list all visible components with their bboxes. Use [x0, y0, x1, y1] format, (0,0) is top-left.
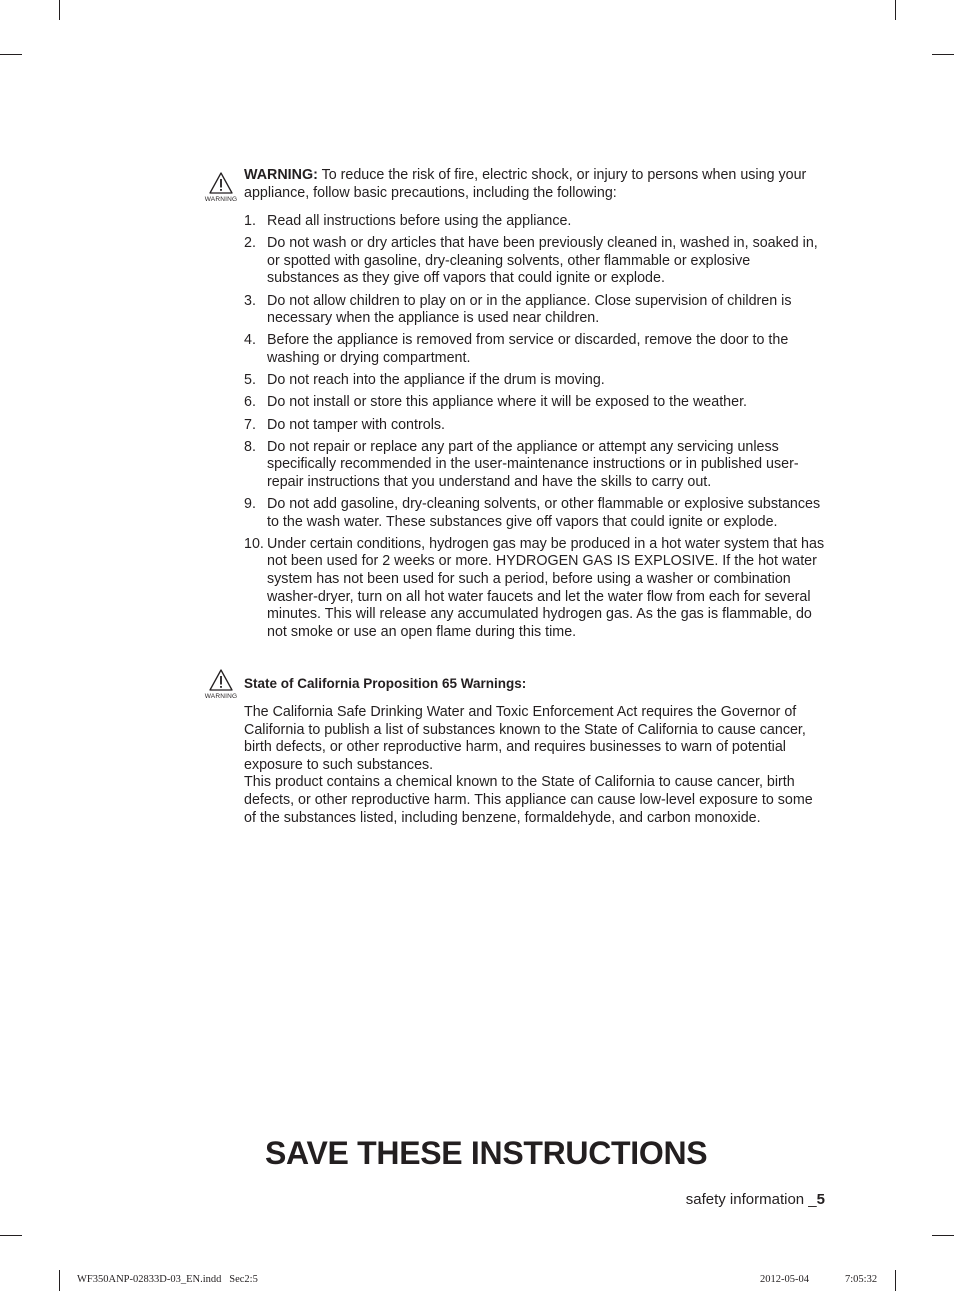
warning-icon — [201, 172, 241, 206]
crop-mark — [932, 1235, 954, 1236]
item-text: Do not add gasoline, dry-cleaning solvents, or other flammable or explosive substances to the wash water. These substances give off vapors that could ignite or explode. — [267, 496, 821, 530]
item-number: 1. — [244, 213, 256, 229]
list-item — [244, 394, 826, 412]
item-number: 3. — [244, 292, 256, 309]
crop-mark — [895, 1270, 896, 1291]
item-text: Do not install or store this appliance where it will be exposed to the weather. — [267, 394, 748, 411]
item-number: 2. — [244, 235, 256, 252]
item-text: Do not tamper with controls. — [267, 416, 445, 433]
list-item — [244, 496, 826, 531]
item-text: Do not wash or dry articles that have been previously cleaned in, washed in, soaked in, or spotted with gasoline, dry-cleaning solvents, other flammable or explosive substances as they give off vapors that could ignite or explode. — [267, 235, 818, 287]
item-number: 10. — [244, 535, 264, 552]
item-text: Read all instructions before using the appliance. — [267, 213, 572, 229]
crop-mark — [59, 0, 60, 20]
warning-text: To reduce the risk of fire, electric shock, or injury to persons when using your appliance, follow basic precautions, including the following: — [244, 167, 807, 201]
prop65-paragraph: This product contains a chemical known to the State of California to cause cancer, birth defects, or other reproductive harm. This appliance can cause low-level exposure to some of the substances listed, including benzene, formaldehyde, and carbon monoxide. — [244, 774, 813, 826]
item-number: 5. — [244, 372, 256, 389]
footer-section: safety information _ — [685, 1191, 817, 1208]
prop65-title: State of California Proposition 65 Warnings: — [244, 676, 527, 691]
crop-mark — [59, 1270, 60, 1291]
crop-mark — [932, 54, 954, 55]
item-number: 7. — [244, 416, 256, 433]
item-number: 9. — [244, 496, 256, 513]
item-number: 4. — [244, 332, 256, 349]
prop65-paragraph: The California Safe Drinking Water and Toxic Enforcement Act requires the Governor of California to publish a list of substances known to the State of California to cause cancer, birth defects, or other reproductive harm, and requires businesses to warn of potential exposure to such substances. — [244, 704, 806, 773]
save-instructions-heading: SAVE THESE INSTRUCTIONS — [265, 1135, 708, 1171]
warning-intro — [244, 167, 824, 202]
item-text: Do not repair or replace any part of the appliance or attempt any servicing unless specifically recommended in the user-maintenance instructions or in published user-repair instructions that you understand and have the skills to carry out. — [267, 438, 799, 490]
prop65-body — [244, 704, 826, 827]
list-item — [244, 439, 826, 492]
list-item — [244, 293, 826, 328]
slug-date: 2012-05-04 — [760, 1274, 809, 1285]
list-item — [244, 536, 826, 642]
item-text: Under certain conditions, hydrogen gas may be produced in a hot water system that has not been used for 2 weeks or more. HYDROGEN GAS IS EXPLOSIVE. If the hot water system has not been used for such a period, before using a washer or combination washer-dryer, turn on all hot water faucets and let the water flow from each for several minutes. This will release any accumulated hydrogen gas. As the gas is flammable, do not smoke or use an open flame during this time. — [267, 535, 825, 640]
item-text: Before the appliance is removed from service or discarded, remove the door to the washing or drying compartment. — [267, 332, 789, 366]
list-item — [244, 213, 826, 231]
warning-lead: WARNING: — [244, 167, 318, 183]
item-text: Do not reach into the appliance if the drum is moving. — [267, 372, 605, 389]
list-item — [244, 332, 826, 367]
slug-time: 7:05:32 — [845, 1274, 878, 1285]
crop-mark — [0, 1235, 22, 1236]
slug-filename: WF350ANP-02833D-03_EN.indd Sec2:5 — [77, 1274, 258, 1285]
list-item — [244, 235, 826, 288]
crop-mark — [0, 54, 22, 55]
item-text: Do not allow children to play on or in the appliance. Close supervision of children is necessary when the appliance is used near children. — [267, 292, 792, 327]
warning-icon-label: WARNING — [204, 196, 238, 203]
crop-mark — [895, 0, 896, 20]
warning-icon-label: WARNING — [204, 693, 238, 700]
item-number: 6. — [244, 394, 256, 411]
page-footer — [686, 1190, 825, 1210]
safety-instructions-list — [244, 213, 826, 646]
list-item — [244, 417, 826, 435]
warning-icon — [201, 669, 241, 703]
item-number: 8. — [244, 438, 256, 455]
page-number: 5 — [816, 1191, 825, 1208]
list-item — [244, 372, 826, 390]
